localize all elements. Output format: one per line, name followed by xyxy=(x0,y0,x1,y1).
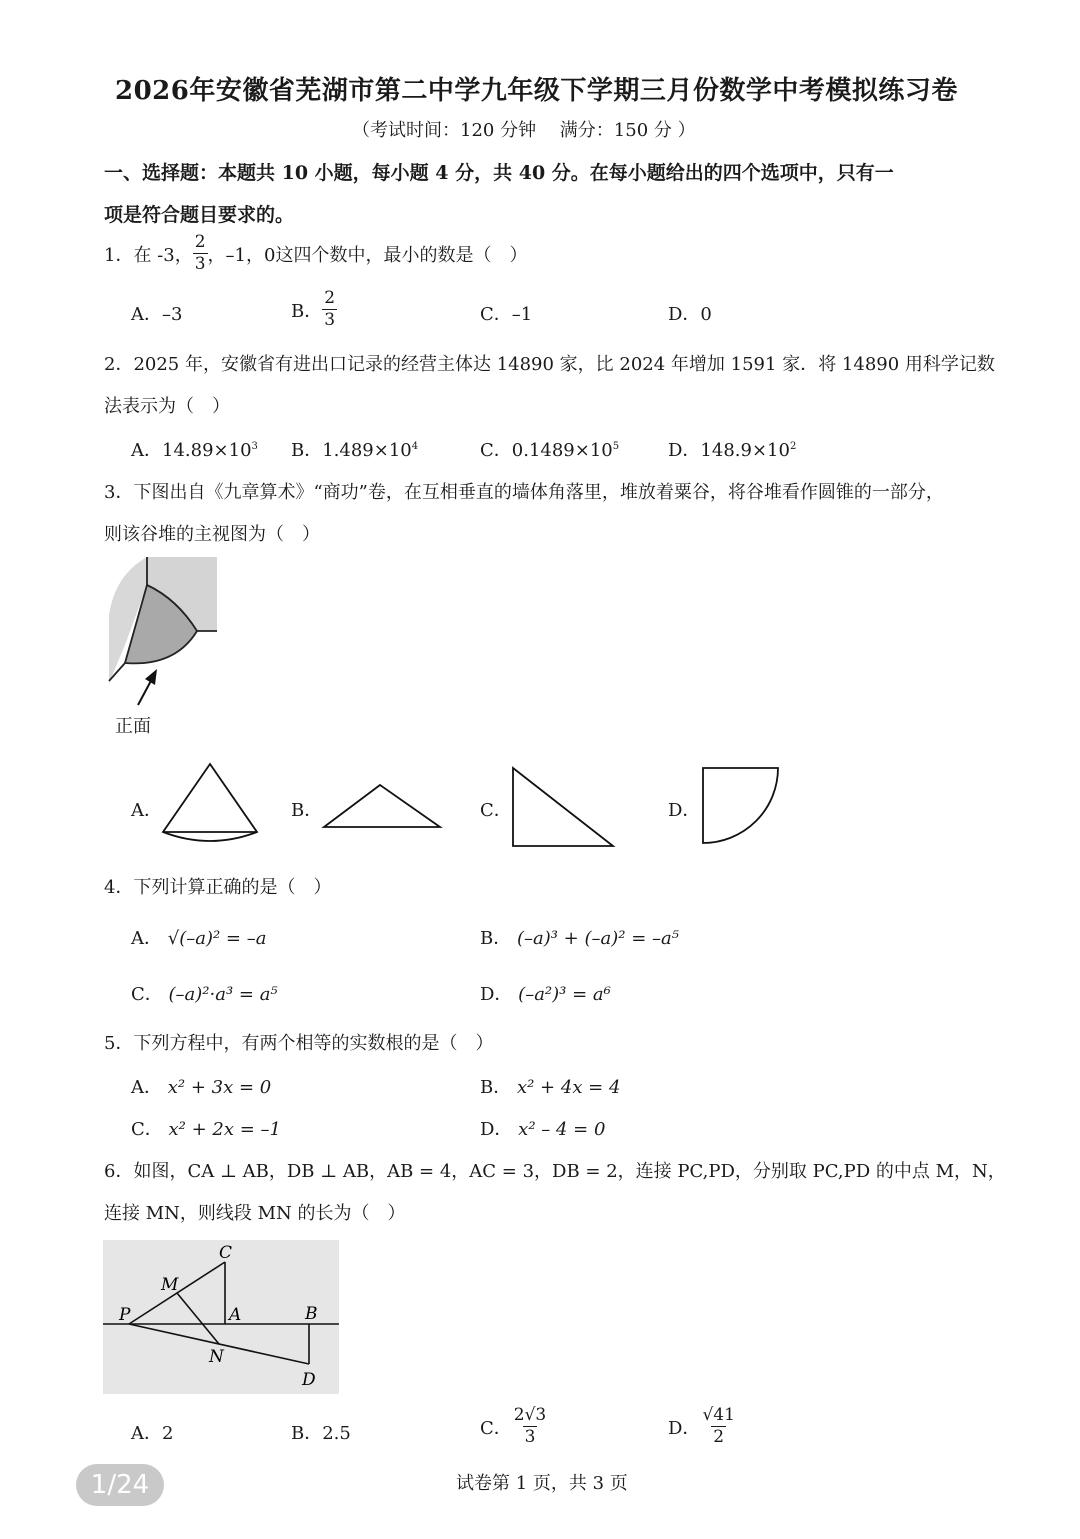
q4-b-expr: (–a)³ + (–a)² = –a⁵ xyxy=(516,928,679,949)
q4-b-label: B． xyxy=(480,928,512,949)
q6-c-den: 3 xyxy=(524,1427,536,1447)
q1-b-den: 3 xyxy=(324,310,336,330)
q1-option-d[interactable]: D．0 xyxy=(668,304,712,325)
question-5-stem: 5．下列方程中，有两个相等的实数根的是（ ） xyxy=(104,1033,494,1054)
q5-a-expr: x² + 3x = 0 xyxy=(167,1077,272,1098)
q4-d-label: D． xyxy=(480,984,513,1005)
q5-a-label: A． xyxy=(131,1077,162,1098)
question-3-stem: 3．下图出自《九章算术》“商功”卷，在互相垂直的墙体角落里，堆放着粟谷，将谷堆看作圆锥的一部分， xyxy=(104,482,944,503)
q2-c-text: C．0.1489×10 xyxy=(480,440,613,461)
q2-a-exp: 3 xyxy=(251,441,258,452)
question-4-stem: 4．下列计算正确的是（ ） xyxy=(104,877,332,898)
q2-option-b[interactable] xyxy=(291,436,418,462)
q2-option-a[interactable] xyxy=(131,436,258,462)
q3-option-a[interactable]: A． xyxy=(131,800,162,821)
front-arrow-head xyxy=(145,669,157,685)
section-heading: 一、选择题：本题共 10 小题，每小题 4 分，共 40 分。在每小题给出的四个选项中，只有一 xyxy=(104,162,894,184)
question-1-stem xyxy=(104,234,527,273)
q1-frac-den: 3 xyxy=(194,254,206,274)
q6-d-num: √41 xyxy=(702,1405,735,1425)
q1-option-b[interactable] xyxy=(291,290,337,329)
q6-d-label: D． xyxy=(668,1417,701,1439)
q5-c-expr: x² + 2x = –1 xyxy=(168,1119,281,1140)
q4-a-expr: √(–a)² = –a xyxy=(167,928,267,949)
q1-frac-num: 2 xyxy=(194,232,206,252)
q4-c-expr: (–a)²·a³ = a⁵ xyxy=(168,984,278,1005)
question-2-stem: 2．2025 年，安徽省有进出口记录的经营主体达 14890 家，比 2024 年增加 1591 家．将 14890 用科学记数 xyxy=(104,354,995,375)
q6-c-label: C． xyxy=(480,1417,512,1439)
q2-d-text: D．148.9×10 xyxy=(668,440,790,461)
q5-option-c[interactable] xyxy=(131,1115,281,1141)
q3-option-c-right-triangle-shape xyxy=(511,766,615,848)
q3-option-d[interactable]: D． xyxy=(668,800,701,821)
q3-option-b-triangle-shape xyxy=(322,782,442,832)
label-a: A xyxy=(229,1305,242,1325)
label-n: N xyxy=(209,1347,224,1367)
q1-option-c[interactable]: C．–1 xyxy=(480,304,533,325)
q2-b-exp: 4 xyxy=(411,441,419,452)
q1-post: ，–1，0这四个数中，最小的数是（ ） xyxy=(207,244,528,266)
q6-option-c[interactable] xyxy=(480,1407,548,1446)
q6-d-fraction xyxy=(700,1407,736,1446)
q3-option-c[interactable]: C． xyxy=(480,800,512,821)
q1-option-b-label: B． xyxy=(291,300,323,322)
q5-option-a[interactable] xyxy=(131,1073,271,1099)
page-counter-text: 1/24 xyxy=(90,1470,150,1500)
q3-option-d-quarter-circle-shape xyxy=(701,766,781,846)
exam-title: 2026年安徽省芜湖市第二中学九年级下学期三月份数学中考模拟练习卷 xyxy=(115,76,958,106)
q6-c-fraction xyxy=(512,1407,548,1446)
q2-a-text: A．14.89×10 xyxy=(131,440,252,461)
q2-b-text: B．1.489×10 xyxy=(291,440,412,461)
q3-option-b[interactable]: B． xyxy=(291,800,323,821)
front-label: 正面 xyxy=(115,716,151,737)
label-d: D xyxy=(302,1370,316,1390)
q4-option-b[interactable] xyxy=(480,924,679,950)
q1-option-a[interactable]: A．–3 xyxy=(131,304,183,325)
grain-pile-figure xyxy=(105,555,225,695)
question-2-stem-cont: 法表示为（ ） xyxy=(104,396,230,417)
q5-d-label: D． xyxy=(480,1119,513,1140)
q5-b-expr: x² + 4x = 4 xyxy=(516,1077,621,1098)
q4-d-expr: (–a²)³ = a⁶ xyxy=(518,984,611,1005)
q6-d-den: 2 xyxy=(713,1427,725,1447)
label-c: C xyxy=(219,1243,233,1263)
q4-option-c[interactable] xyxy=(131,980,278,1006)
q2-d-exp: 2 xyxy=(789,441,797,452)
q5-d-expr: x² – 4 = 0 xyxy=(518,1119,606,1140)
label-b: B xyxy=(305,1304,318,1324)
q4-option-d[interactable] xyxy=(480,980,611,1006)
q5-c-label: C． xyxy=(131,1119,163,1140)
q6-geometry-figure xyxy=(103,1240,339,1394)
q2-c-exp: 5 xyxy=(612,441,620,452)
q3-option-a-cone-shape xyxy=(160,762,260,842)
q5-b-label: B． xyxy=(480,1077,512,1098)
q1-fraction xyxy=(193,234,208,273)
q1-b-num: 2 xyxy=(324,288,336,308)
question-6-stem-cont: 连接 MN，则线段 MN 的长为（ ） xyxy=(104,1203,406,1224)
q4-c-label: C． xyxy=(131,984,163,1005)
label-p: P xyxy=(119,1305,131,1325)
q2-option-d[interactable] xyxy=(668,436,796,462)
q6-option-b[interactable]: B．2.5 xyxy=(291,1423,351,1444)
q5-option-b[interactable] xyxy=(480,1073,620,1099)
section-heading-cont: 项是符合题目要求的。 xyxy=(104,204,295,226)
q6-c-num: 2√3 xyxy=(513,1405,547,1425)
q5-option-d[interactable] xyxy=(480,1115,605,1141)
q2-option-c[interactable] xyxy=(480,436,619,462)
q6-option-a[interactable]: A．2 xyxy=(131,1423,174,1444)
page-counter-badge[interactable] xyxy=(76,1464,164,1506)
question-3-stem-cont: 则该谷堆的主视图为（ ） xyxy=(104,524,320,545)
q4-option-a[interactable] xyxy=(131,924,266,950)
q6-option-d[interactable] xyxy=(668,1407,737,1446)
q1-pre: 1．在 -3， xyxy=(104,244,193,266)
page-footer: 试卷第 1 页，共 3 页 xyxy=(456,1473,628,1494)
q1-option-b-fraction xyxy=(322,290,337,329)
question-6-stem: 6．如图，CA ⊥ AB，DB ⊥ AB，AB = 4，AC = 3，DB = 2，连接 PC,PD，分别取 PC,PD 的中点 M，N， xyxy=(104,1161,1006,1182)
label-m: M xyxy=(161,1275,179,1295)
exam-subtitle: （考试时间：120 分钟 满分：150 分 ） xyxy=(352,120,696,141)
q4-a-label: A． xyxy=(131,928,162,949)
